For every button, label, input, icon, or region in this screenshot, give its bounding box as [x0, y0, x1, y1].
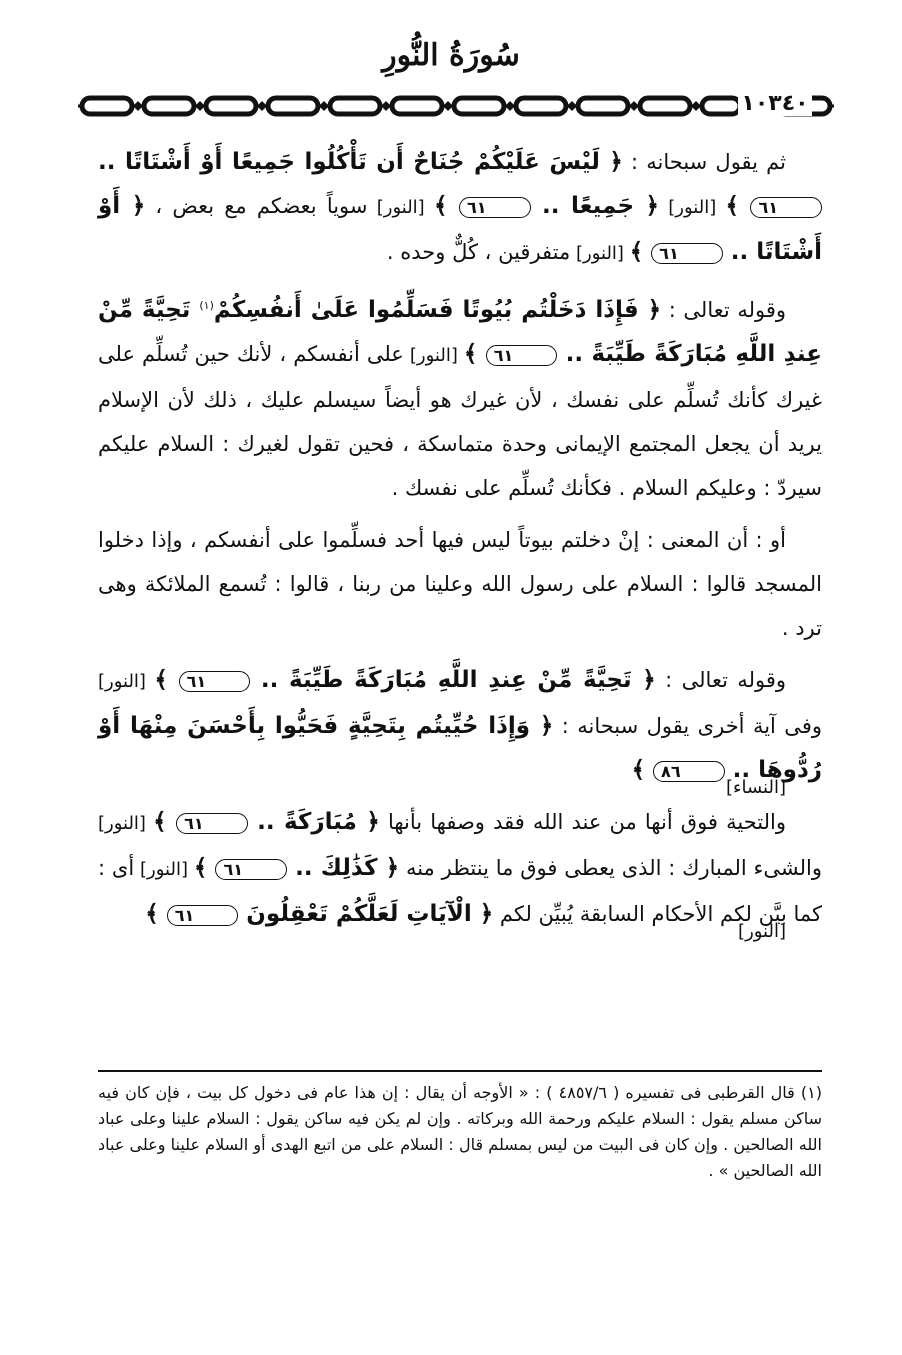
verse-number-badge: ٦١ [750, 197, 822, 218]
text: والشىء المبارك : الذى يعطى فوق ما ينتظر منه [399, 856, 822, 880]
verse-end-bracket: ﴾ [433, 193, 459, 219]
surah-reference: [النور] [659, 197, 726, 218]
verse-end-bracket: ﴾ [153, 809, 177, 835]
text: والتحية فوق أنها من عند الله فقد وصفها بأنها [379, 810, 786, 834]
verse-end-bracket: ﴾ [154, 667, 179, 693]
verse-number-badge: ٦١ [486, 345, 558, 366]
footnote: (١) قال القرطبى فى تفسيره ( ٤٨٥٧/٦ ) : « الأوجه أن يقال : إن هذا عام فى دخول كل بيت ، فإن كان فيه ساكن مسلم يقول : السلام عليكم ورحمة الله وبركاته . وإن لم يكن فيه ساكن يقول : السلام علينا وعلى عباد الله الصالحين . وإن كان فى البيت من ليس بمسلم قال : السلام على من اتبع الهدى أو السلام علينا وعلى عباد الله الصالحين » . [98, 1083, 822, 1180]
text: متفرقين ، كُلٌّ وحده . [386, 240, 571, 264]
paragraph-2 [98, 284, 822, 510]
text: أى : كما بيَّن لكم الأحكام السابقة يُبيِّن لكم [98, 856, 822, 926]
verse-end-bracket: ﴾ [145, 901, 167, 927]
verse-end-bracket: ﴾ [629, 239, 652, 265]
paragraph-5 [98, 800, 822, 942]
verse-end-bracket: ﴾ [725, 193, 751, 219]
page-number: ١٠٣٤٠ [738, 91, 812, 116]
text: أو : أن المعنى : إنْ دخلتم بيوتاً ليس فيها أحد فسلِّموا على أنفسكم ، وإذا دخلوا المسجد قالوا : السلام على رسول الله وعلينا من ربنا ، قالوا : تُسمع الملائكة وهى ترد . [98, 528, 822, 640]
verse-number-badge: ٦١ [215, 859, 287, 880]
surah-title: سُورَةُ النُّورِ [382, 38, 520, 73]
quran-verse: ﴿ وَإِذَا حُيِّيتُم بِتَحِيَّةٍ فَحَيُّوا بِأَحْسَنَ مِنْهَا أَوْ رُدُّوهَا .. [98, 713, 822, 783]
quran-verse: ﴿ فَإِذَا دَخَلْتُم بُيُوتًا فَسَلِّمُوا عَلَىٰ أَنفُسِكُمْ [213, 297, 662, 323]
quran-verse: ﴿ مُبَارَكَةً .. [247, 809, 380, 835]
quran-verse: تَحِيَّةً مِّنْ عِندِ اللَّهِ مُبَارَكَةً طَيِّبَةً .. [98, 297, 822, 367]
verse-end-bracket: ﴾ [463, 341, 486, 367]
paragraph-1 [98, 140, 822, 276]
text: ثم يقول سبحانه : [622, 150, 786, 174]
verse-number-badge: ٦١ [651, 243, 723, 264]
footnote-divider [98, 1070, 822, 1072]
verse-number-badge: ٦١ [459, 197, 531, 218]
text: على أنفسكم ، لأنك حين تُسلِّم على غيرك كأنك تُسلِّم على نفسك ، لأن غيرك هو أيضاً سيسلم عليك ، ذلك لأن الإسلام يريد أن يجعل المجتمع الإيمانى وحدة متماسكة ، فحين تقول لغيرك : السلام عليكم سيردّ : وعليكم السلام . فكأنك تُسلِّم على نفسك . [98, 342, 822, 500]
text: وقوله تعالى : [655, 668, 786, 692]
paragraph-3 [98, 518, 822, 650]
surah-reference: [النور] [738, 921, 786, 942]
decorative-header-rule [78, 92, 834, 120]
verse-number-badge: ٨٦ [653, 761, 725, 782]
verse-number-badge: ٦١ [179, 671, 251, 692]
text: وفى آية أخرى يقول سبحانه : [553, 714, 822, 738]
verse-number-badge: ٦١ [167, 905, 239, 926]
footnote-marker: (١) [199, 299, 214, 312]
quran-verse: ﴿ الْآيَاتِ لَعَلَّكُمْ تَعْقِلُونَ [238, 901, 494, 927]
surah-reference: [النور] [570, 243, 630, 264]
surah-reference: [النور] [98, 813, 154, 834]
surah-reference: [النساء] [726, 777, 786, 798]
surah-reference: [النور] [134, 859, 194, 880]
surah-reference: [النور] [403, 345, 464, 366]
verse-number-badge: ٦١ [176, 813, 248, 834]
page-body [98, 140, 822, 944]
quran-verse: ﴿ كَذَٰلِكَ .. [287, 855, 400, 881]
quran-verse: ﴿ جَمِيعًا .. [530, 193, 660, 219]
surah-reference: [النور] [98, 671, 155, 692]
text: وقوله تعالى : [661, 298, 786, 322]
verse-end-bracket: ﴾ [193, 855, 216, 881]
quran-verse: ﴿ تَحِيَّةً مِّنْ عِندِ اللَّهِ مُبَارَكَةً طَيِّبَةً .. [250, 667, 656, 693]
verse-end-bracket: ﴾ [631, 757, 654, 783]
surah-reference: [النور] [367, 197, 434, 218]
text: سوياً بعضكم مع بعض ، [145, 194, 368, 218]
quran-verse: ﴿ لَيْسَ عَلَيْكُمْ جُنَاحٌ أَن تَأْكُلُوا جَمِيعًا أَوْ أَشْتَاتًا .. [98, 149, 623, 175]
quran-verse: ﴿ أَوْ أَشْتَاتًا .. [98, 193, 822, 265]
paragraph-4 [98, 658, 822, 798]
